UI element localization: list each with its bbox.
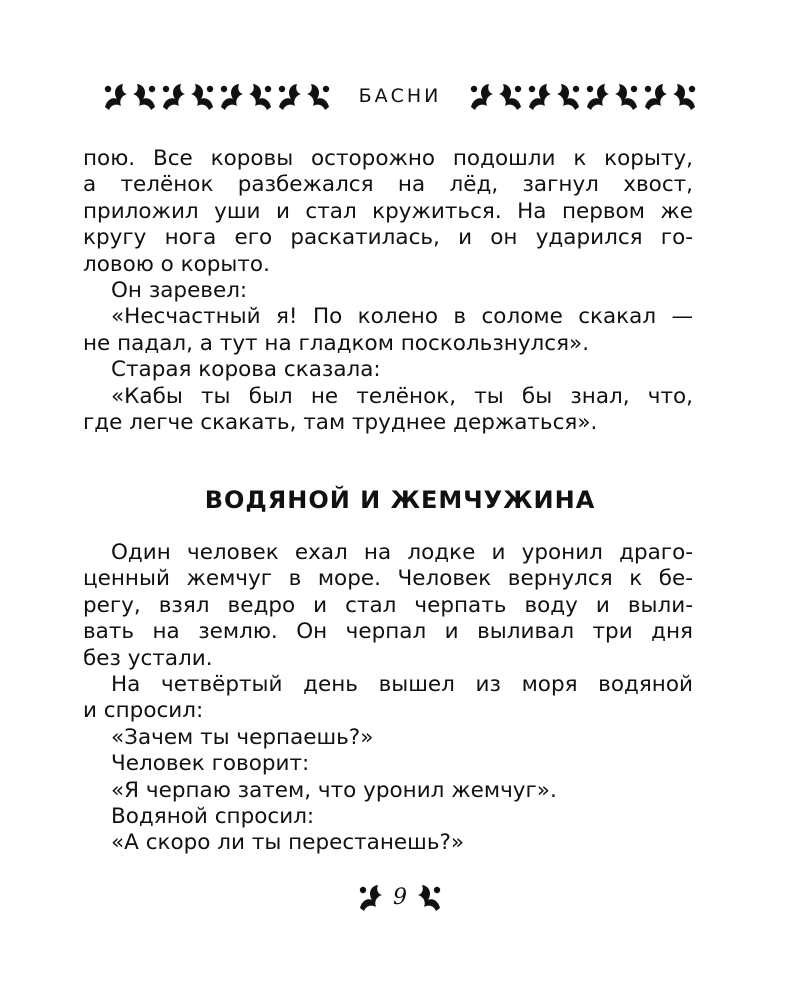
page-number: 9 <box>393 884 407 910</box>
page-footer <box>0 880 800 914</box>
leaf-scroll-icon <box>670 79 699 113</box>
text-line: и спросил: <box>83 698 204 724</box>
text-line: Он заревел: <box>111 278 248 304</box>
leaf-scroll-icon <box>159 79 188 113</box>
text-line: «Несчастный я! По колено в соломе скакал — <box>111 304 693 330</box>
leaf-scroll-icon <box>554 79 583 113</box>
fable1-text <box>83 146 693 436</box>
running-header <box>68 76 732 116</box>
text-line: вать на землю. Он черпал и выливал три дня <box>83 619 693 645</box>
text-line: приложил уши и стал кружиться. На первом же <box>83 198 693 224</box>
text-line: Один человек ехал на лодке и уронил драго- <box>111 540 693 565</box>
leaf-scroll-icon <box>415 880 444 914</box>
text-line: пою. Все коровы осторожно подошли к корыту, <box>83 146 693 171</box>
leaf-scroll-icon <box>583 79 612 113</box>
text-line: «Кабы ты был не телёнок, ты бы знал, что, <box>111 383 693 409</box>
leaf-scroll-icon <box>275 79 304 113</box>
text-line: регу, взял ведро и стал черпать воду и выли- <box>83 592 693 618</box>
leaf-scroll-icon <box>356 880 385 914</box>
leaf-scroll-icon <box>525 79 554 113</box>
leaf-scroll-icon <box>188 79 217 113</box>
running-title: БАСНИ <box>358 85 442 107</box>
text-line: где легче скакать, там труднее держаться». <box>83 410 598 436</box>
text-line: На четвёртый день вышел из моря водяной <box>111 672 693 698</box>
leaf-scroll-icon <box>304 79 333 113</box>
leaf-scroll-icon <box>217 79 246 113</box>
text-line: ловою о корыто. <box>83 251 270 277</box>
text-line: «А скоро ли ты перестанешь?» <box>111 830 465 856</box>
leaf-scroll-icon <box>246 79 275 113</box>
text-line: без устали. <box>83 645 213 671</box>
leaf-scroll-icon <box>612 79 641 113</box>
leaf-scroll-icon <box>496 79 525 113</box>
text-line: Человек говорит: <box>111 751 310 777</box>
header-ornament-left <box>101 79 333 113</box>
leaf-scroll-icon <box>130 79 159 113</box>
text-line: ценный жемчуг в море. Человек вернулся к бе- <box>83 566 693 592</box>
leaf-scroll-icon <box>641 79 670 113</box>
text-line: «Я черпаю затем, что уронил жемчуг». <box>111 777 557 803</box>
leaf-scroll-icon <box>101 79 130 113</box>
text-line: не падал, а тут на гладком поскользнулся». <box>83 330 590 356</box>
text-line: кругу нога его раскатилась, и он ударился го- <box>83 225 693 251</box>
text-line: «Зачем ты черпаешь?» <box>111 724 374 750</box>
story-title: ВОДЯНОЙ И ЖЕМЧУЖИНА <box>204 486 596 514</box>
text-line: Старая корова сказала: <box>111 357 381 383</box>
fable2-text <box>83 540 693 857</box>
header-ornament-right <box>467 79 699 113</box>
text-line: а телёнок разбежался на лёд, загнул хвост, <box>83 172 693 198</box>
leaf-scroll-icon <box>467 79 496 113</box>
text-line: Водяной спросил: <box>111 804 315 830</box>
